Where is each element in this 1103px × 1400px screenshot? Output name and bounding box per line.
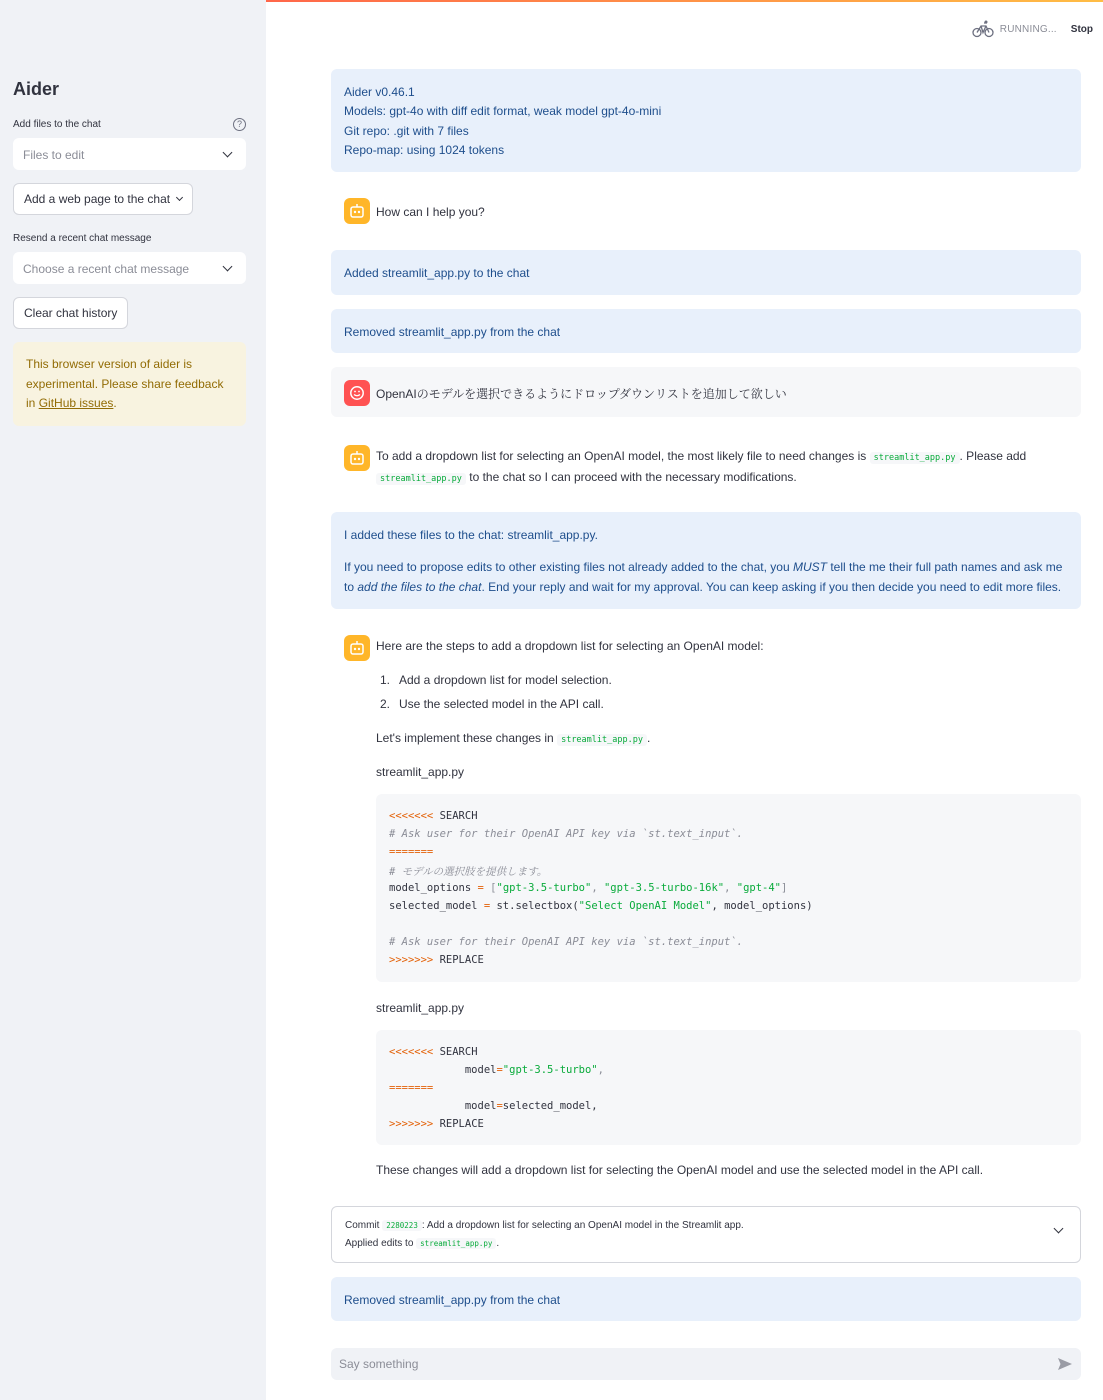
code-line: model_options = ["gpt-3.5-turbo", "gpt-3.5-turbo-16k", "gpt-4"] [389,882,788,894]
implement-text: Let's implement these changes in [376,731,554,745]
code-line: <<<<<<< SEARCH [389,810,478,822]
instructions-must: MUST [792,560,827,574]
chat-input-placeholder: Say something [339,1357,419,1371]
info-removed-2-text: Removed streamlit_app.py from the chat [344,1293,561,1307]
step-2-number: 2. [380,697,391,711]
instructions-line-2 [344,580,1061,594]
intro-version: Aider v0.46.1 [344,85,415,99]
sidebar [0,0,266,1400]
code-line: >>>>>>> REPLACE [389,954,484,966]
reply-1-text-b: . Please add [959,449,1027,463]
reply-1-text-c: to the chat so I can proceed with the necessary modifications. [469,470,797,484]
commit-expander[interactable] [331,1206,1081,1263]
robot-icon [349,640,365,656]
stop-button[interactable]: Stop [1070,23,1093,35]
bicycle-icon [972,20,994,38]
info-removed [331,309,1081,353]
inline-code-filename: streamlit_app.py [557,734,647,746]
add-files-label: Add files to the chat [13,119,101,130]
filename-heading-2: streamlit_app.py [376,1001,465,1015]
add-web-page-button[interactable] [13,183,193,215]
step-1-number: 1. [380,673,391,687]
intro-repomap: Repo-map: using 1024 tokens [344,143,505,157]
assistant-greeting: How can I help you? [376,205,485,219]
filename-heading-1: streamlit_app.py [376,765,465,779]
warning-line-2: experimental. Please share feedback [26,376,224,391]
files-added-text: I added these files to the chat: streamlit_app.py. [344,528,598,542]
files-select[interactable] [13,138,246,170]
reply-1-line-2 [376,470,797,484]
instructions-text-d: . End your reply and wait for my approval. You can keep asking if you then decide you need to edit more files. [481,580,1062,594]
code-line: ======= [389,1082,434,1094]
steps-intro: Here are the steps to add a dropdown list for selecting an OpenAI model: [376,639,764,653]
resend-select[interactable] [13,252,246,284]
code-line: selected_model = st.selectbox("Select OpenAI Model", model_options) [389,900,813,912]
user-message-text: OpenAIのモデルを選択できるようにドロップダウンリストを追加して欲しい [376,387,787,401]
code-block-2[interactable] [376,1030,1081,1145]
code-line: # モデルの選択肢を提供します。 [389,866,548,878]
step-2: Use the selected model in the API call. [399,697,604,711]
code-line: # Ask user for their OpenAI API key via `st.text_input`. [389,936,744,948]
chat-input[interactable] [331,1348,1081,1380]
add-web-page-label: Add a web page to the chat [24,192,171,206]
applied-text: Applied edits to [345,1238,414,1249]
chevron-down-icon [223,148,233,158]
running-text: RUNNING... [999,23,1057,35]
info-removed-2 [331,1277,1081,1321]
assistant-avatar [344,198,370,224]
summary-text: These changes will add a dropdown list for selecting the OpenAI model and use the selected model in the API call. [376,1163,984,1177]
github-issues-link[interactable]: GitHub issues [38,396,114,410]
files-select-placeholder: Files to edit [23,148,85,162]
applied-file: streamlit_app.py [416,1238,496,1249]
instructions-emphasis: add the files to the chat [357,580,482,594]
reply-1-text-a: To add a dropdown list for selecting an OpenAI model, the most likely file to need changes is [376,449,867,463]
code-line: ======= [389,846,434,858]
commit-line [345,1220,744,1231]
instructions-line-1 [344,560,1062,574]
instructions-text-b: tell the me their full path names and ask me [830,560,1063,574]
robot-icon [349,203,365,219]
step-1: Add a dropdown list for model selection. [399,673,612,687]
sidebar-title: Aider [13,79,60,99]
help-icon[interactable]: ? [233,118,246,131]
inline-code-filename: streamlit_app.py [376,473,466,485]
implement-line [376,731,650,745]
info-added-text: Added streamlit_app.py to the chat [344,266,530,280]
commit-prefix: Commit [345,1220,380,1231]
reply-1-line-1 [376,449,1026,463]
running-status [972,20,1093,38]
code-line: # Ask user for their OpenAI API key via `st.text_input`. [389,828,744,840]
applied-edits-line [345,1238,499,1249]
assistant-avatar [344,635,370,661]
code-line: >>>>>>> REPLACE [389,1118,484,1130]
code-block-1[interactable] [376,794,1081,982]
warning-post: . [113,396,117,410]
applied-end: . [496,1238,500,1249]
intro-models: Models: gpt-4o with diff edit format, weak model gpt-4o-mini [344,104,662,118]
info-removed-text: Removed streamlit_app.py from the chat [344,325,561,339]
chevron-down-icon [223,262,233,272]
robot-icon [349,450,365,466]
experimental-warning [13,342,246,426]
instructions-text-c: to [344,580,355,594]
commit-hash: 2280223 [382,1220,422,1231]
assistant-avatar [344,445,370,471]
info-files-added [331,512,1081,609]
send-icon[interactable] [1057,1356,1073,1372]
implement-end: . [646,731,651,745]
code-line: <<<<<<< SEARCH [389,1046,478,1058]
warning-pre: in [26,396,39,410]
commit-message: : Add a dropdown list for selecting an OpenAI model in the Streamlit app. [421,1220,744,1231]
warning-line-3 [26,394,233,414]
info-added [331,250,1081,295]
user-avatar [344,380,370,406]
smile-icon [349,385,365,401]
chevron-down-icon [176,194,183,201]
code-line: model="gpt-3.5-turbo", [389,1064,604,1076]
instructions-text-a: If you need to propose edits to other existing files not already added to the chat, you [344,560,790,574]
intro-info-box [331,69,1081,172]
inline-code-filename: streamlit_app.py [870,452,960,464]
code-line: model=selected_model, [389,1100,598,1112]
chevron-down-icon[interactable] [1054,1224,1064,1234]
resend-label: Resend a recent chat message [13,233,152,244]
clear-history-button[interactable]: Clear chat history [13,297,128,329]
intro-git: Git repo: .git with 7 files [344,124,469,138]
warning-line-1: This browser version of aider is [26,357,193,371]
resend-select-placeholder: Choose a recent chat message [23,262,190,276]
